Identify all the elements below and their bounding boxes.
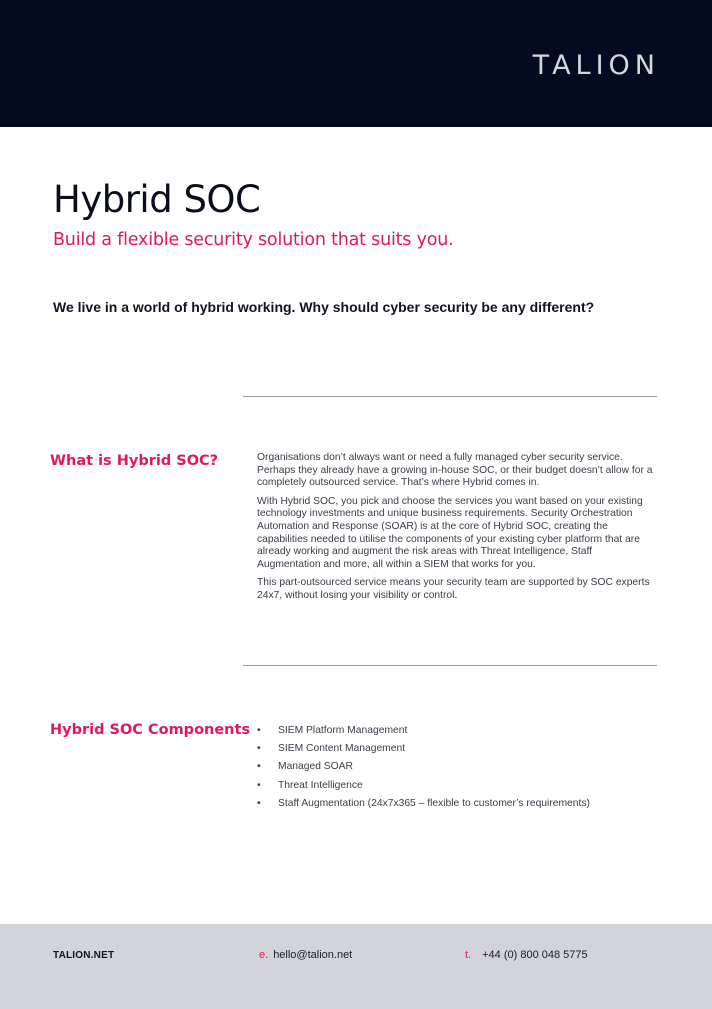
- footer-website-link[interactable]: TALION.NET: [53, 950, 115, 961]
- header-banner: [0, 0, 712, 127]
- list-item: [257, 794, 590, 812]
- bullet-icon: •: [257, 742, 261, 754]
- section-divider: [243, 665, 657, 666]
- what-is-body: [257, 452, 657, 608]
- list-item: [257, 721, 590, 739]
- list-item-label: Managed SOAR: [278, 761, 353, 773]
- bullet-icon: •: [257, 797, 261, 809]
- page-subtitle: Build a flexible security solution that suits you.: [53, 230, 454, 250]
- paragraph: This part-outsourced service means your security team are supported by SOC experts 24x7, without losing your visibility or control.: [257, 577, 650, 602]
- bullet-icon: •: [257, 724, 261, 736]
- footer: [0, 924, 712, 1009]
- list-item: [257, 739, 590, 757]
- phone-prefix: t.: [465, 949, 472, 961]
- email-prefix: e.: [259, 949, 269, 961]
- footer-phone[interactable]: [465, 949, 588, 961]
- section-divider: [243, 396, 657, 397]
- list-item-label: SIEM Platform Management: [278, 724, 408, 736]
- paragraph: With Hybrid SOC, you pick and choose the services you want based on your existing technology investments and unique business requirements. Security Orchestration Automation and Response (SOAR) is at the core of Hybrid SOC, creating the capabilities needed to utilise the components of your existing cyber platform that are already working and augment the risk areas with Threat Intelligence, Staff Augmentation and more, all within a SIEM that works for you.: [257, 495, 643, 571]
- section-heading-components: Hybrid SOC Components: [50, 722, 251, 738]
- phone-number[interactable]: +44 (0) 800 048 5775: [482, 949, 588, 961]
- page-title: Hybrid SOC: [53, 178, 261, 221]
- list-item: [257, 776, 590, 794]
- components-list: [257, 721, 590, 812]
- talion-logo: TALION: [532, 50, 660, 81]
- email-link[interactable]: hello@talion.net: [273, 949, 353, 961]
- list-item-label: Staff Augmentation (24x7x365 – flexible to customer’s requirements): [278, 797, 590, 809]
- list-item-label: Threat Intelligence: [278, 779, 363, 791]
- footer-email[interactable]: [259, 949, 352, 961]
- bullet-icon: •: [257, 761, 261, 773]
- section-heading-what-is: What is Hybrid SOC?: [50, 453, 219, 469]
- intro-statement: We live in a world of hybrid working. Why should cyber security be any different?: [53, 299, 595, 315]
- list-item: [257, 758, 590, 776]
- paragraph: Organisations don’t always want or need a fully managed cyber security service. Perhaps they already have a growing in-house SOC, or their budget doesn’t allow for a completely outsourced service. That’s where Hybrid comes in.: [257, 452, 653, 489]
- bullet-icon: •: [257, 779, 261, 791]
- list-item-label: SIEM Content Management: [278, 742, 406, 754]
